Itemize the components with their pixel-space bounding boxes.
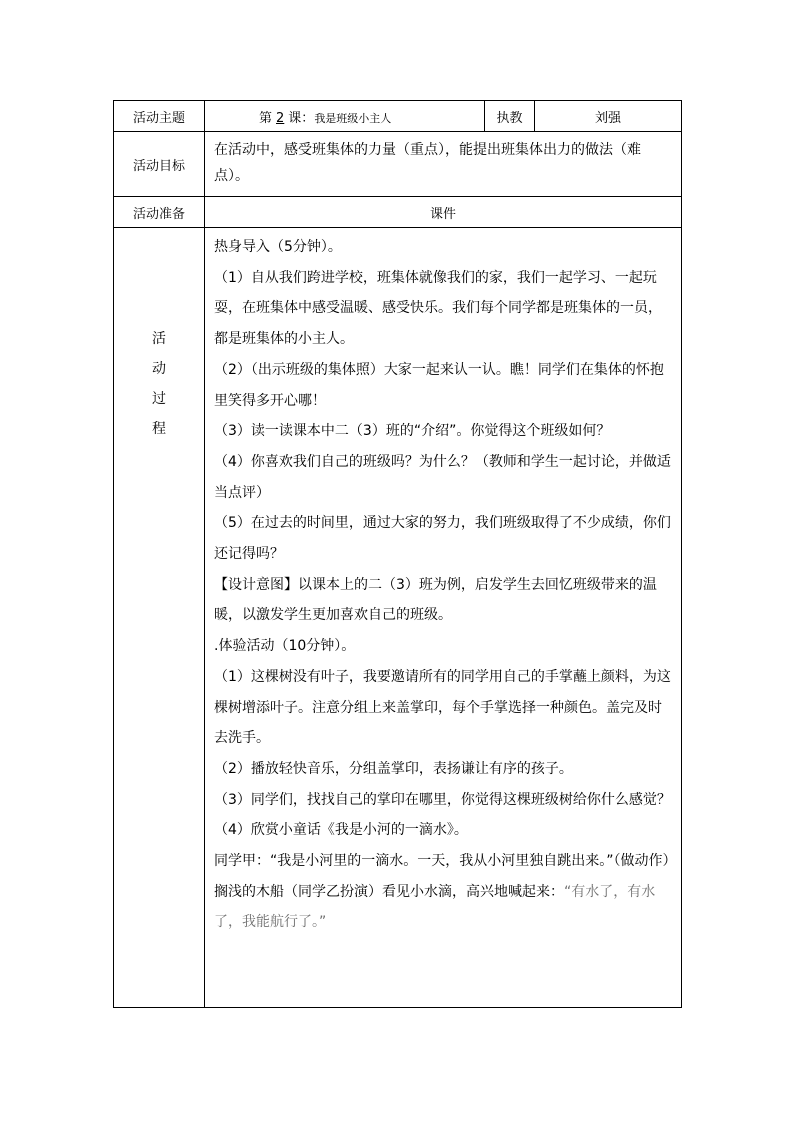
process-paragraph: 同学甲：“我是小河里的一滴水。一天，我从小河里独自跳出来。”（做动作） (214, 853, 677, 870)
design-intent: 【设计意图】以课本上的二（3）班为例，启发学生去回忆班级带来的温暖，以激发学生更加喜欢自己的班级。 (214, 576, 657, 624)
process-label-char: 程 (152, 421, 166, 437)
process-paragraph: （1）自从我们跨进学校，班集体就像我们的家，我们一起学习、一起玩耍，在班集体中感受温暖、感受快乐。我们每个同学都是班集体的一员，都是班集体的小主人。 (214, 269, 662, 348)
prep-row (114, 197, 682, 228)
process-content (205, 228, 682, 1008)
process-paragraph: （5）在过去的时间里，通过大家的努力，我们班级取得了不少成绩，你们还记得吗？ (214, 515, 671, 563)
lesson-suffix: 课： (288, 110, 315, 126)
process-paragraph: （2）（出示班级的集体照）大家一起来认一认。瞧！同学们在集体的怀抱里笑得多开心哪！ (214, 361, 664, 409)
process-label-char: 活 (152, 331, 166, 347)
process-paragraph: （4）欣赏小童话《我是小河的一滴水》。 (214, 822, 468, 839)
process-paragraph: （1）这棵树没有叶子，我要邀请所有的同学用自己的手掌蘸上颜料，为这棵树增添叶子。注意分组上来盖掌印，每个手掌选择一种颜色。盖完及时去洗手。 (214, 668, 671, 747)
lesson-prefix: 第 (259, 110, 273, 126)
process-label-char: 动 (152, 361, 166, 377)
dialogue-quote: “有水了，有水了，我能航行了。” (214, 883, 656, 931)
prep-label: 活动准备 (114, 197, 205, 228)
lesson-title-cell (205, 101, 485, 132)
teacher-name: 刘强 (535, 101, 682, 132)
lesson-number: 2 (276, 110, 285, 126)
goal-row (114, 132, 682, 197)
lesson-title: 我是班级小主人 (314, 111, 392, 125)
process-paragraph-last (214, 877, 673, 938)
process-paragraph: （4）你喜欢我们自己的班级吗？为什么？（教师和学生一起讨论，并做适当点评） (214, 453, 671, 501)
prep-text: 课件 (205, 197, 682, 228)
process-paragraph: （3）读一读课本中二（3）班的“介绍”。你觉得这个班级如何？ (214, 423, 611, 440)
header-row (114, 101, 682, 132)
lesson-plan-table (113, 100, 682, 1008)
process-label-char: 过 (152, 391, 166, 407)
process-paragraph: （3）同学们，找找自己的掌印在哪里，你觉得这棵班级树给你什么感觉？ (214, 791, 671, 808)
warmup-heading: 热身导入（5分钟）。 (214, 239, 342, 255)
goal-text: 在活动中，感受班集体的力量（重点），能提出班集体出力的做法（难点）。 (205, 132, 682, 197)
dialogue-text: 搁浅的木船（同学乙扮演）看见小水滴，高兴地喊起来： (214, 883, 564, 900)
process-row (114, 228, 682, 1008)
goal-label: 活动目标 (114, 132, 205, 197)
teacher-label: 执教 (485, 101, 535, 132)
process-label (114, 228, 205, 1008)
process-paragraph: （2）播放轻快音乐，分组盖掌印，表扬谦让有序的孩子。 (214, 760, 573, 777)
experience-heading: .体验活动（10分钟）。 (214, 638, 356, 655)
topic-label: 活动主题 (114, 101, 205, 132)
